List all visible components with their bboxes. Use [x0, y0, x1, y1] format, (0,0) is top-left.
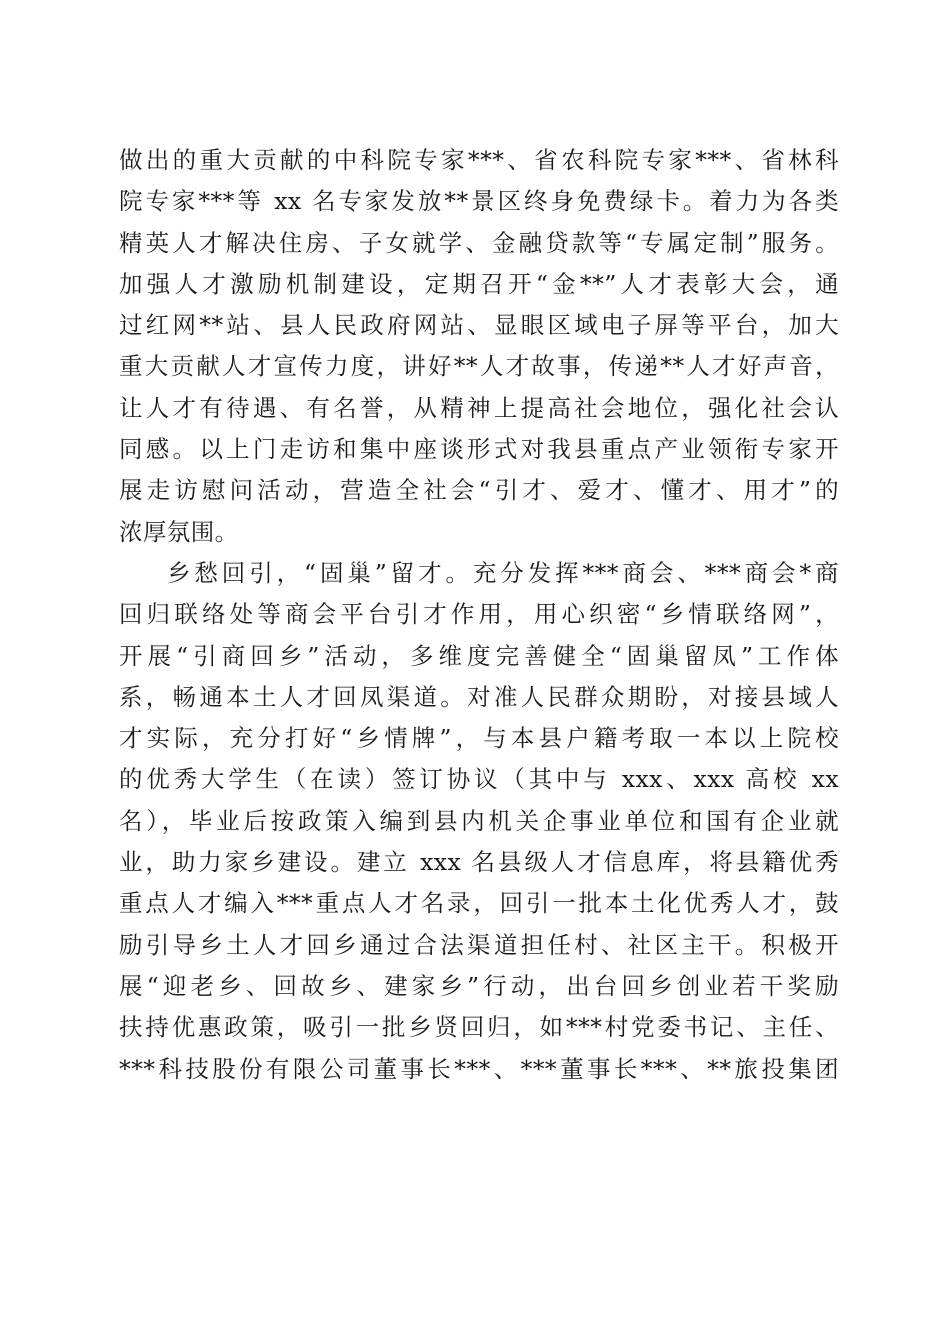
paragraph-line: 加强人才激励机制建设，定期召开“金**”人才表彰大会，通	[119, 269, 839, 298]
paragraph-line: 做出的重大贡献的中科院专家***、省农科院专家***、省林科	[119, 146, 839, 174]
paragraph-line: 开展“引商回乡”活动，多维度完善健全“固巢留凤”工作体	[119, 641, 839, 670]
paragraph-line: 浓厚氛围。	[119, 517, 239, 546]
paragraph-line: 展“迎老乡、回故乡、建家乡”行动，出台回乡创业若干奖励	[119, 971, 839, 1000]
paragraph-line: 院专家***等 xx 名专家发放**景区终身免费绿卡。着力为各类	[119, 187, 839, 216]
paragraph-line: ***科技股份有限公司董事长***、***董事长***、**旅投集团	[119, 1054, 839, 1083]
document-body	[119, 140, 839, 1090]
paragraph-line: 才实际，充分打好“乡情牌”，与本县户籍考取一本以上院校	[119, 724, 839, 753]
paragraph-line: 系，畅通本土人才回凤渠道。对准人民群众期盼，对接县域人	[119, 682, 839, 711]
paragraph-line: 精英人才解决住房、子女就学、金融贷款等“专属定制”服务。	[119, 228, 839, 257]
paragraph-line: 业，助力家乡建设。建立 xxx 名县级人才信息库，将县籍优秀	[119, 848, 839, 877]
paragraph-line: 让人才有待遇、有名誉，从精神上提高社会地位，强化社会认	[119, 393, 839, 422]
paragraph-line: 展走访慰问活动，营造全社会“引才、爱才、懂才、用才”的	[119, 476, 839, 505]
paragraph-line: 扶持优惠政策，吸引一批乡贤回归，如***村党委书记、主任、	[119, 1013, 839, 1042]
paragraph-line: 过红网**站、县人民政府网站、显眼区域电子屏等平台，加大	[119, 311, 839, 340]
paragraph-line: 重点人才编入***重点人才名录，回引一批本土化优秀人才，鼓	[119, 889, 839, 918]
paragraph-line: 重大贡献人才宣传力度，讲好**人才故事，传递**人才好声音，	[119, 352, 839, 381]
paragraph-line: 励引导乡土人才回乡通过合法渠道担任村、社区主干。积极开	[119, 930, 839, 959]
paragraph-line: 的优秀大学生（在读）签订协议（其中与 xxx、xxx 高校 xx	[119, 765, 839, 794]
paragraph-line: 名），毕业后按政策入编到县内机关企事业单位和国有企业就	[119, 806, 839, 835]
paragraph-line: 回归联络处等商会平台引才作用，用心织密“乡情联络网”，	[119, 600, 839, 629]
paragraph-line: 同感。以上门走访和集中座谈形式对我县重点产业领衔专家开	[119, 435, 839, 464]
paragraph-line: 乡愁回引，“固巢”留才。充分发挥***商会、***商会*商	[167, 558, 839, 587]
